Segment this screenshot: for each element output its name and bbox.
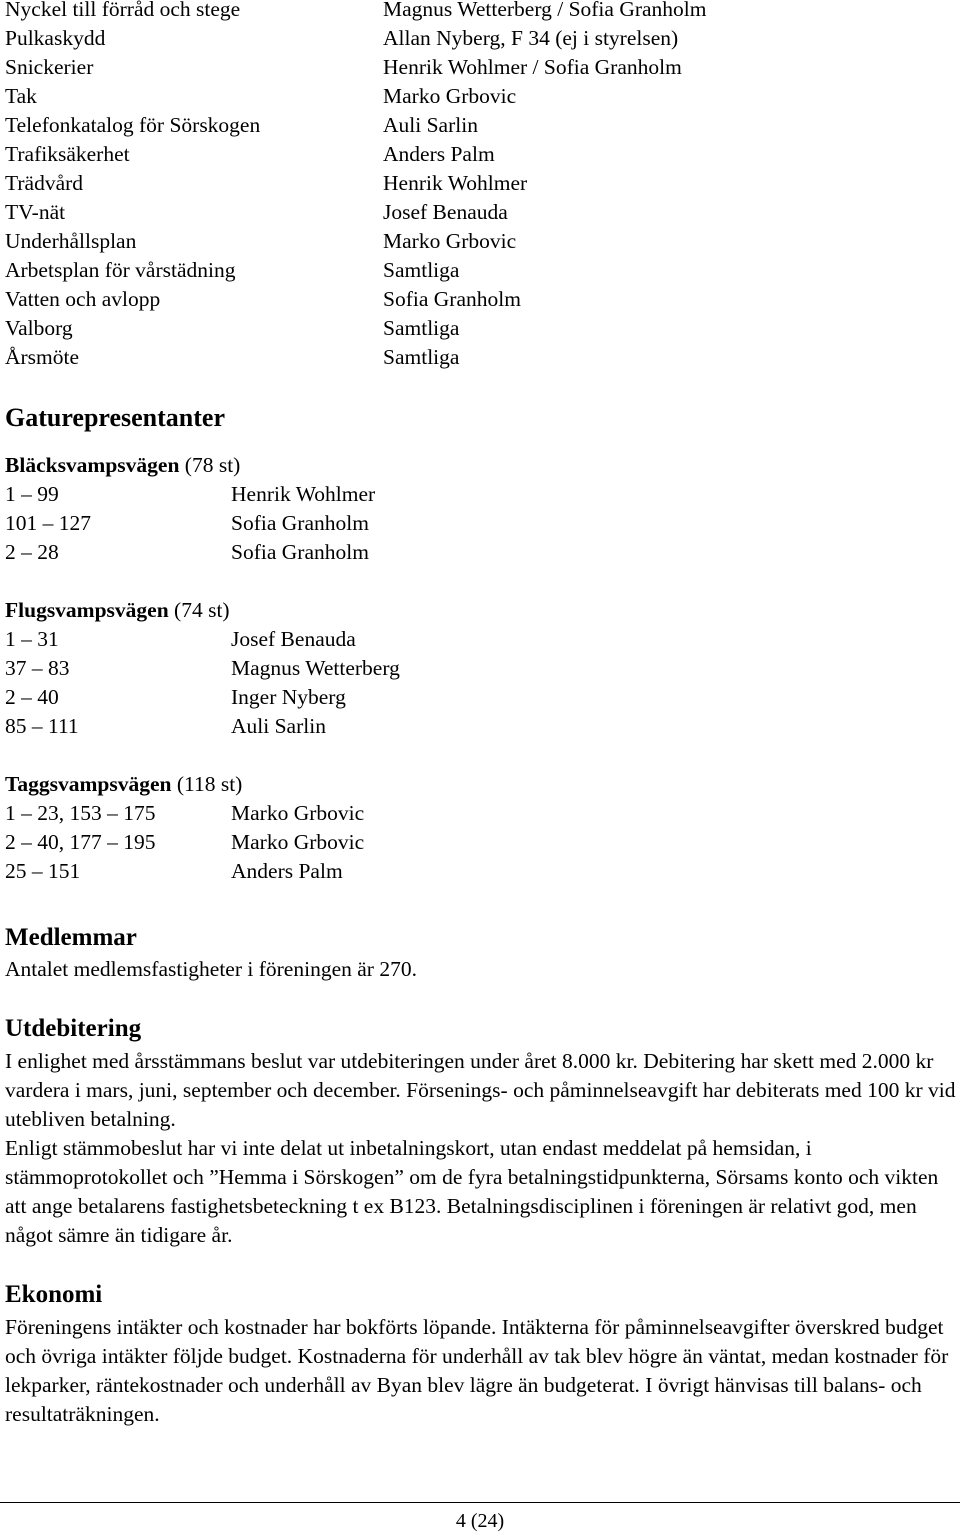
responsible-person: Marko Grbovic [383,229,517,253]
house-range: 1 – 31 [5,627,59,651]
task-label: Nyckel till förråd och stege [5,0,241,21]
responsible-person: Samtliga [383,345,460,369]
task-label: Vatten och avlopp [5,287,161,311]
representative: Magnus Wetterberg [231,656,400,680]
street-row [5,857,343,886]
house-range: 37 – 83 [5,656,70,680]
street-heading [5,596,230,625]
responsible-person: Magnus Wetterberg / Sofia Granholm [383,0,707,21]
house-range: 101 – 127 [5,511,91,535]
street-name: Bläcksvampsvägen [5,453,180,477]
utdebitering-paragraph-2: Enligt stämmobeslut har vi inte delat ut inbetalningskort, utan endast meddelat på hemsidan, i stämmoprotokollet och ”Hemma i Sörskogen” om de fyra betalningstidpunkterna, Sörsams konto och vikten att ange betalarens fastighetsbeteckning t ex B123. Betalningsdisciplinen i föreningen är relativt god, men något sämre än tidigare år. [5,1136,939,1247]
representative: Henrik Wohlmer [231,482,376,506]
task-label: TV-nät [5,200,66,224]
house-range: 2 – 28 [5,540,59,564]
responsible-person: Anders Palm [383,142,495,166]
task-label: Underhållsplan [5,229,137,253]
task-label: Årsmöte [5,345,80,369]
street-row [5,828,365,857]
street-count: (118 st) [176,772,243,796]
street-heading [5,770,242,799]
house-range: 1 – 99 [5,482,59,506]
street-row [5,509,369,538]
street-count: (74 st) [174,598,230,622]
representative: Sofia Granholm [231,540,369,564]
street-block [5,451,376,567]
representative: Sofia Granholm [231,511,369,535]
house-range: 2 – 40 [5,685,59,709]
task-label: Trädvård [5,171,84,195]
utdebitering-heading: Utdebitering [5,1015,142,1042]
responsible-person: Samtliga [383,316,460,340]
street-row [5,683,346,712]
street-row [5,799,365,828]
task-label: Trafiksäkerhet [5,142,130,166]
representative: Inger Nyberg [231,685,346,709]
responsible-person: Henrik Wohlmer / Sofia Granholm [383,55,682,79]
house-range: 1 – 23, 153 – 175 [5,801,156,825]
responsible-person: Josef Benauda [383,200,508,224]
representative: Marko Grbovic [231,830,365,854]
responsible-person: Sofia Granholm [383,287,521,311]
task-label: Telefonkatalog för Sörskogen [5,113,261,137]
task-label: Tak [5,84,37,108]
responsible-person: Allan Nyberg, F 34 (ej i styrelsen) [383,26,679,50]
street-name: Taggsvampsvägen [5,772,172,796]
task-label: Snickerier [5,55,94,79]
responsible-person: Henrik Wohlmer [383,171,528,195]
street-heading [5,451,240,480]
representative: Anders Palm [231,859,343,883]
representative: Auli Sarlin [231,714,326,738]
task-label: Arbetsplan för vårstädning [5,258,236,282]
medlemmar-heading: Medlemmar [5,924,137,951]
street-name: Flugsvampsvägen [5,598,169,622]
street-block [5,596,400,741]
footer-divider [0,1502,960,1503]
utdebitering-paragraph-1: I enlighet med årsstämmans beslut var utdebiteringen under året 8.000 kr. Debitering har skett med 2.000 kr vardera i mars, juni, september och december. Försenings- och påminnelseavgift har debiterats med 100 kr vid utebliven betalning. [5,1049,956,1131]
ekonomi-text: Föreningens intäkter och kostnader har bokförts löpande. Intäkterna för påminnelseavgifter överskred budget och övriga intäkter följde budget. Kostnaderna för underhåll av tak blev högre än väntat, medan kostnader för lekparker, räntekostnader och underhåll av Byan blev lägre än budgeterat. I övrigt hänvisas till balans- och resultaträkningen. [5,1315,949,1426]
task-label: Valborg [5,316,73,340]
gaturepresentanter-heading: Gaturepresentanter [5,403,225,432]
street-block [5,770,365,886]
street-row [5,654,400,683]
street-row [5,712,326,741]
house-range: 25 – 151 [5,859,81,883]
house-range: 2 – 40, 177 – 195 [5,830,156,854]
representative: Marko Grbovic [231,801,365,825]
medlemmar-text: Antalet medlemsfastigheter i föreningen är 270. [5,957,417,981]
street-row [5,625,356,654]
responsible-person: Auli Sarlin [383,113,478,137]
representative: Josef Benauda [231,627,356,651]
responsible-person: Samtliga [383,258,460,282]
street-count: (78 st) [184,453,241,477]
house-range: 85 – 111 [5,714,79,738]
street-row [5,480,376,509]
responsible-person: Marko Grbovic [383,84,517,108]
street-row [5,538,369,567]
task-label: Pulkaskydd [5,26,106,50]
ekonomi-heading: Ekonomi [5,1281,103,1308]
page-number: 4 (24) [455,1510,505,1532]
